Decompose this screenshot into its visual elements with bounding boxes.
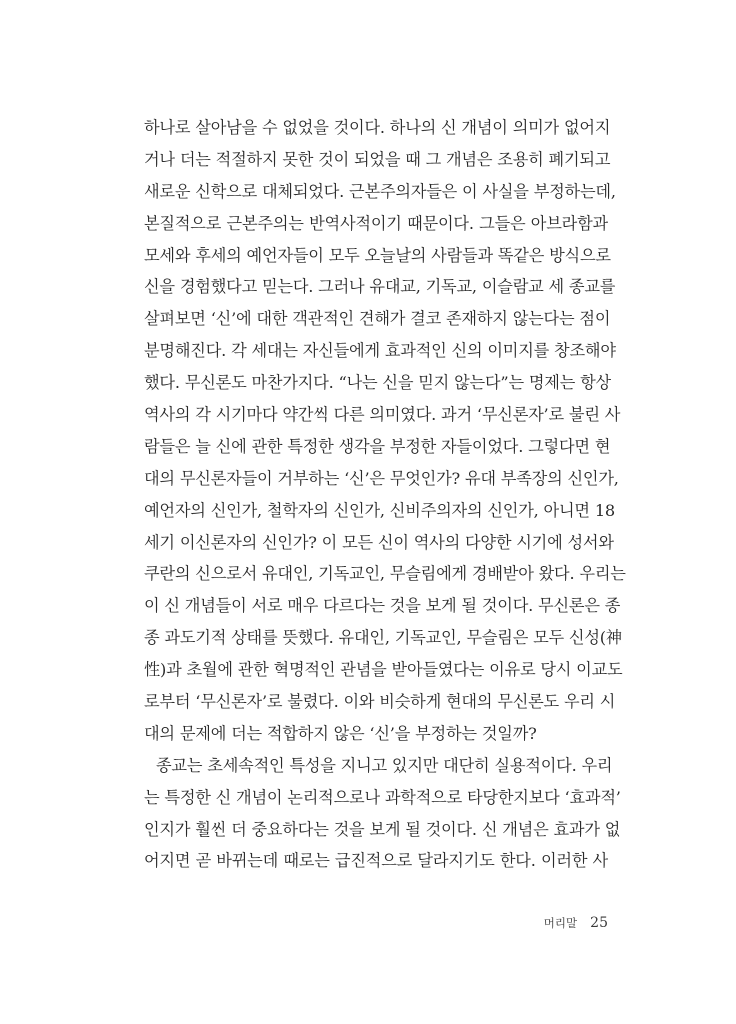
text-line: 어지면 곧 바뀌는데 때로는 급진적으로 달라지기도 한다. 이러한 사 [144,851,608,871]
text-line: 했다. 무신론도 마찬가지다. “나는 신을 믿지 않는다”는 명제는 항상 [144,373,611,393]
text-line: 신을 경험했다고 믿는다. 그러나 유대교, 기독교, 이슬람교 세 종교를 [144,277,616,297]
text-line: 이 신 개념들이 서로 매우 다르다는 것을 보게 될 것이다. 무신론은 종 [144,596,621,616]
text-line: 본질적으로 근본주의는 반역사적이기 때문이다. 그들은 아브라함과 [144,213,608,233]
text-line: 하나로 살아남을 수 없었을 것이다. 하나의 신 개념이 의미가 없어지 [144,118,611,137]
text-line: 로부터 ‘무신론자’로 불렸다. 이와 비슷하게 현대의 무신론도 우리 시 [144,692,616,712]
text-line: 거나 더는 적절하지 못한 것이 되었을 때 그 개념은 조용히 폐기되고 [144,149,611,169]
text-line: 종교는 초세속적인 특성을 지니고 있지만 대단히 실용적이다. 우리 [156,755,613,775]
text-line: 는 특정한 신 개념이 논리적으로나 과학적으로 타당한지보다 ‘효과적’ [144,787,621,807]
running-footer-section-title: 머리말 [543,916,578,930]
text-line: 람들은 늘 신에 관한 특정한 생각을 부정한 자들이었다. 그렇다면 현 [144,436,611,456]
text-line: 종 과도기적 상태를 뜻했다. 유대인, 기독교인, 무슬림은 모두 신성(神 [144,628,622,648]
text-line: 분명해진다. 각 세대는 자신들에게 효과적인 신의 이미지를 창조해야 [144,341,616,361]
text-line: 인지가 훨씬 더 중요하다는 것을 보게 될 것이다. 신 개념은 효과가 없 [144,819,621,839]
text-line: 대의 문제에 더는 적합하지 않은 ‘신’을 부정하는 것일까? [144,723,537,743]
text-line: 역사의 각 시기마다 약간씩 다른 의미였다. 과거 ‘무신론자’로 불린 사 [144,405,621,425]
text-line: 살펴보면 ‘신’에 대한 객관적인 견해가 결코 존재하지 않는다는 점이 [144,309,611,329]
text-line: 性)과 초월에 관한 혁명적인 관념을 받아들였다는 이유로 당시 이교도 [144,660,623,680]
text-line: 대의 무신론자들이 거부하는 ‘신’은 무엇인가? 유대 부족장의 신인가, [144,468,619,488]
page-number: 25 [590,915,608,931]
page-footer [544,912,608,931]
text-line: 세기 이신론자의 신인가? 이 모든 신이 역사의 다양한 시기에 성서와 [144,532,614,552]
text-line: 새로운 신학으로 대체되었다. 근본주의자들은 이 사실을 부정하는데, [144,181,616,201]
text-line: 쿠란의 신으로서 유대인, 기독교인, 무슬림에게 경배받아 왔다. 우리는 [144,564,626,584]
text-line: 예언자의 신인가, 철학자의 신인가, 신비주의자의 신인가, 아니면 18 [144,500,616,520]
text-line: 모세와 후세의 예언자들이 모두 오늘날의 사람들과 똑같은 방식으로 [144,245,611,265]
paragraph-2 [144,750,621,878]
body-text [144,112,626,877]
paragraph-1 [144,112,626,750]
